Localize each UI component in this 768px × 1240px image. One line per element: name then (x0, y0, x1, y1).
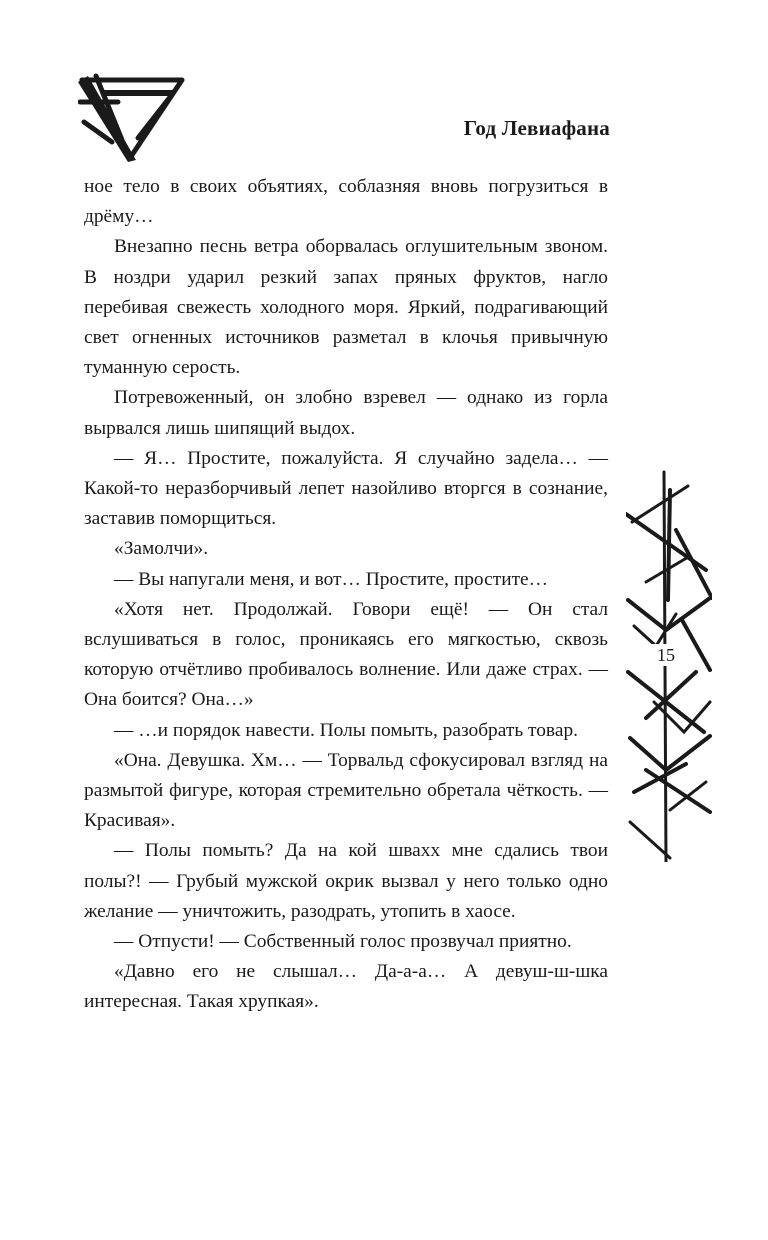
paragraph: — Отпусти! — Собственный голос прозвучал приятно. (114, 931, 572, 953)
body-text (84, 172, 608, 1018)
paragraph: — Вы напугали меня, и вот… Простите, простите… (114, 568, 549, 590)
paragraph: Внезапно песнь ветра оборвалась оглушительным звоном. В ноздри ударил резкий запах пряных фруктов, нагло перебивая свежесть холодного моря. Яркий, подрагивающий свет огненных источников разметал в клочья привычную туманную серость. (84, 236, 608, 379)
paragraph: «Замолчи». (114, 538, 209, 560)
paragraph: — Я… Простите, пожалуйста. Я случайно задела… — Какой-то неразборчивый лепет назойливо вторгся в сознание, заставив поморщиться. (84, 447, 608, 530)
paragraph: «Она. Девушка. Хм… — Торвальд сфокусировал взгляд на размытой фигуре, которая стремительно обретала чёткость. — Красивая». (84, 749, 608, 832)
paragraph: Потревоженный, он злобно взревел — однако из горла вырвался лишь шипящий выдох. (84, 387, 608, 439)
page-number: 15 (650, 644, 682, 666)
paragraph: «Давно его не слышал… Да-а-а… А девуш-ш-шка интересная. Такая хрупкая». (84, 961, 608, 1013)
paragraph: ное тело в своих объятиях, соблазняя вновь погрузиться в дрёму… (84, 176, 608, 228)
triangle-logo-icon (78, 72, 186, 164)
running-title: Год Левиафана (463, 116, 610, 140)
paragraph: — Полы помыть? Да на кой швахх мне сдались твои полы?! — Грубый мужской окрик вызвал у него только одно желание — уничтожить, разодрать, утопить в хаосе. (84, 840, 608, 922)
paragraph: «Хотя нет. Продолжай. Говори ещё! — Он стал вслушиваться в голос, проникаясь его мягкостью, сквозь которую отчётливо пробивалось волнение. Или даже страх. — Она боится? Она…» (84, 598, 608, 711)
paragraph: — …и порядок навести. Полы помыть, разобрать товар. (114, 719, 578, 741)
rune-ornament-icon (626, 470, 712, 862)
